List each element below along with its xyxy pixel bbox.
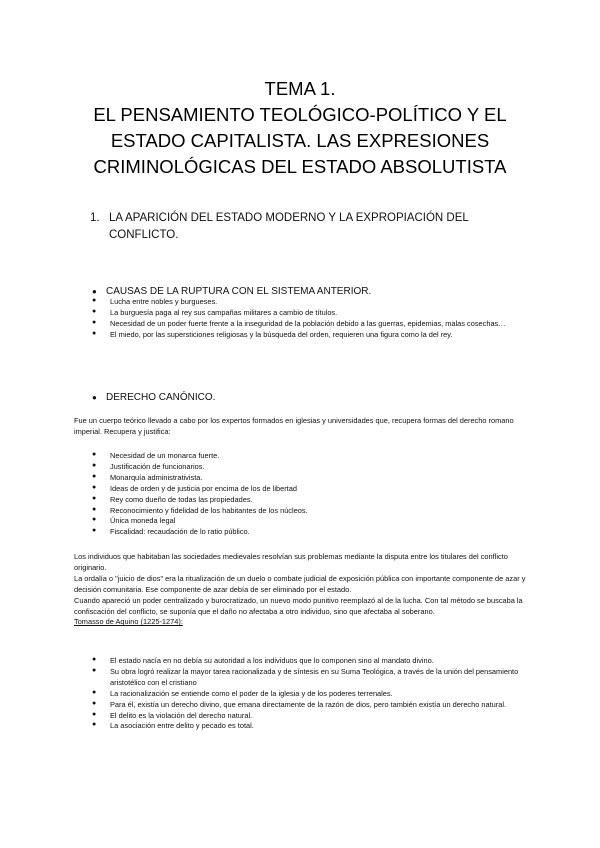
paragraph: Cuando apareció un poder centralizado y burocratizado, un nuevo modo punitivo reemplazó al de la lucha. Con tal método se buscaba la confiscación del conflicto, se suponía que el daño no afectaba a otro individuo, sino que afectaba al soberano. xyxy=(74,595,523,616)
bullet-icon: ● xyxy=(92,483,97,491)
title-line-2: EL PENSAMIENTO TEOLÓGICO-POLÍTICO Y EL xyxy=(93,104,507,125)
bullet-icon: ● xyxy=(92,656,97,663)
title-line-3: ESTADO CAPITALISTA. LAS EXPRESIONES xyxy=(110,130,490,151)
bullet-icon: ● xyxy=(92,451,97,458)
document-page: TEMA 1. EL PENSAMIENTO TEOLÓGICO-POLÍTICO Y EL ESTADO CAPITALISTA. LAS EXPRESIONES CRIMINOLÓGICAS DEL ESTADO ABSOLUTISTA 1. LA APARICIÓN DEL ESTADO MODERNO Y LA EXPROPIACIÓN DEL CONFLICTO. ● CAUSAS DE LA RUPTURA CON EL SISTEMA ANTERIOR. ● Lucha entre nobles y burgueses. ● La burguesía paga al rey sus campañas militares a cambio de títulos. ● Necesidad de un poder fuerte frente a la inseguridad de la población debido a las guerras, epidemias, malas cosechas… ● El miedo, por las supersticiones religiosas y la búsqueda del orden, requieren una figura como la del rey. ● DERECHO CANÓNICO. Fue un cuerpo teórico llevado a cabo por los expertos formados en iglesias y universidades que, recupera formas del derecho romano imperial. Recupera y justifica: ● Necesidad de un monarca fuerte. ● Justificación de funcionarios. ● Monarquía administrativista. ● Ideas de orden y de justicia por encima de los de libertad ● Rey como dueño de todas las propiedades. ● Reconocimiento y fidelidad de los habitantes de los núcleos. ● Única moneda legal ● Fiscalidad: recaudación de lo ratio público. Los individuos que habitaban las sociedades medievales resolvían sus problemas mediante la disputa entre los titulares del conflicto originario. La ordalía o "juicio de dios" era la ritualización de un duelo o combate judicial de exposición pública con importante componente de azar y decisión comunitaria. Ese componente de azar debía de ser eliminado por el estado. Cuando apareció un poder centralizado y burocratizado, un nuevo modo punitivo reemplazó al de la lucha. Con tal método se buscaba la confiscación del conflicto, se suponía que el daño no afectaba a otro individuo, sino que afectaba al soberano. Tomasso de Aquino (1225-1274): ● El estado nacía en no debía su autoridad a los individuos que lo componen sino al mandato divino. ● Su obra logró realizar la mayor tarea racionalizada y de síntesis en su Suma Teológica, a través de la unión del pensamiento aristotélico con el cristiano ● La racionalización se entiende como el poder de la iglesia y de los poderes terrenales. ● Para él, existía un derecho divino, que emana directamente de la razón de dios, pero también existía un derecho natural. ● El delito es la violación del derecho natural. ● La asociación entre delito y pecado es total. xyxy=(0,0,600,848)
bullet-icon: ● xyxy=(92,710,97,718)
list-item: ● La asociación entre delito y pecado es total. xyxy=(92,721,254,731)
bullet-icon: ● xyxy=(92,516,97,524)
bullet-icon: ● xyxy=(92,329,97,337)
list-item: ● Rey como dueño de todas las propiedades. xyxy=(92,494,253,504)
bullet-icon: ● xyxy=(92,461,97,469)
document-title xyxy=(40,76,560,180)
section-number: 1. xyxy=(90,212,100,224)
section-title: LA APARICIÓN DEL ESTADO MODERNO Y LA EXPROPIACIÓN DEL CONFLICTO. xyxy=(109,212,469,241)
list-item: ● La burguesía paga al rey sus campañas militares a cambio de títulos. xyxy=(92,307,338,317)
bullet-icon: ● xyxy=(92,307,97,315)
list-item: ● Lucha entre nobles y burgueses. xyxy=(92,297,218,306)
derecho-list xyxy=(92,451,522,538)
tomasso-heading: Tomasso de Aquino (1225-1274): xyxy=(74,617,183,627)
bullet-icon: ● xyxy=(92,666,97,674)
list-item: ● Para él, existía un derecho divino, que emana directamente de la razón de dios, pero también existía un derecho natural. xyxy=(92,699,507,709)
list-item: ● Su obra logró realizar la mayor tarea racionalizada y de síntesis en su Suma Teológica, a través de la unión del pensamiento aristotélico con el cristiano xyxy=(92,666,519,687)
list-item: ● Justificación de funcionarios. xyxy=(92,461,205,471)
list-item: ● Fiscalidad: recaudación de lo ratio público. xyxy=(92,527,250,537)
list-item: ● La racionalización se entiende como el poder de la iglesia y de los poderes terrenales. xyxy=(92,688,393,698)
causas-list xyxy=(92,297,522,341)
bullet-icon: ● xyxy=(92,721,97,729)
list-item: ● El estado nacía en no debía su autoridad a los individuos que lo componen sino al mandato divino. xyxy=(92,656,434,665)
paragraph: La ordalía o "juicio de dios" era la ritualización de un duelo o combate judicial de exposición pública con importante componente de azar y decisión comunitaria. Ese componente de azar debía de ser eliminado por el estado. xyxy=(74,573,526,594)
bullet-icon: ● xyxy=(92,287,97,296)
bullet-icon: ● xyxy=(92,505,97,513)
list-item: ● El miedo, por las supersticiones religiosas y la búsqueda del orden, requieren una figura como la del rey. xyxy=(92,329,453,339)
list-item: ● El delito es la violación del derecho natural. xyxy=(92,710,253,720)
title-line-4: CRIMINOLÓGICAS DEL ESTADO ABSOLUTISTA xyxy=(93,156,507,177)
bullet-icon: ● xyxy=(92,297,97,304)
derecho-intro: Fue un cuerpo teórico llevado a cabo por los expertos formados en iglesias y universidades que, recupera formas del derecho romano imperial. Recupera y justifica: xyxy=(74,416,514,436)
list-item: ● Monarquía administrativista. xyxy=(92,472,203,482)
bullet-icon: ● xyxy=(92,527,97,535)
bullet-icon: ● xyxy=(92,688,97,696)
list-item: ● Ideas de orden y de justicia por encima de los de libertad xyxy=(92,483,297,493)
title-line-1: TEMA 1. xyxy=(264,78,336,99)
bullet-icon: ● xyxy=(92,318,97,326)
list-item: ● Reconocimiento y fidelidad de los habitantes de los núcleos. xyxy=(92,505,308,515)
list-item: ● Necesidad de un poder fuerte frente a la inseguridad de la población debido a las guerras, epidemias, malas cosechas… xyxy=(92,318,506,328)
tomasso-list xyxy=(92,656,522,732)
bullet-icon: ● xyxy=(92,494,97,502)
paragraph: Los individuos que habitaban las sociedades medievales resolvían sus problemas mediante la disputa entre los titulares del conflicto originario. xyxy=(74,552,508,572)
body-paragraphs xyxy=(74,552,526,628)
bullet-icon: ● xyxy=(92,699,97,707)
bullet-icon: ● xyxy=(92,393,97,402)
list-item: ● Única moneda legal xyxy=(92,516,176,526)
bullet-icon: ● xyxy=(92,472,97,480)
list-item: ● Necesidad de un monarca fuerte. xyxy=(92,451,220,460)
